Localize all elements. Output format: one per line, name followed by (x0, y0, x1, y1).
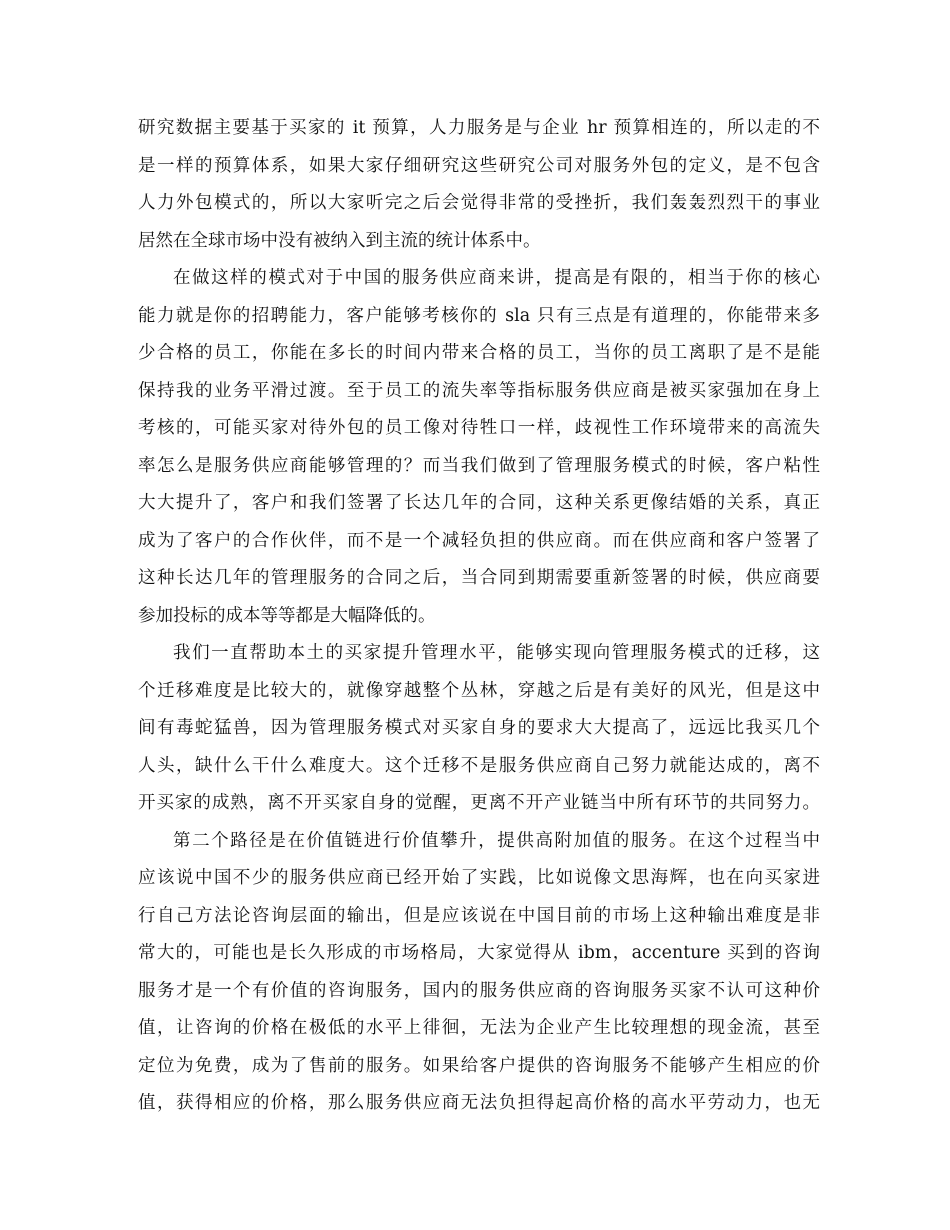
text-line: 常大的，可能也是长久形成的市场格局，大家觉得从 ibm，accenture 买到的咨询 (138, 943, 820, 963)
text-line: 值，获得相应的价格，那么服务供应商无法负担得起高价格的高水平劳动力，也无 (138, 1093, 820, 1113)
text-line: 人力外包模式的，所以大家听完之后会觉得非常的受挫折，我们轰轰烈烈干的事业 (138, 193, 820, 213)
text-line: 参加投标的成本等等都是大幅降低的。 (138, 605, 436, 626)
text-line: 在做这样的模式对于中国的服务供应商来讲，提高是有限的，相当于你的核心 (173, 268, 820, 288)
text-line: 少合格的员工，你能在多长的时间内带来合格的员工，当你的员工离职了是不是能 (138, 343, 820, 363)
text-line: 考核的，可能买家对待外包的员工像对待牲口一样，歧视性工作环境带来的高流失 (138, 418, 820, 438)
text-line: 我们一直帮助本土的买家提升管理水平，能够实现向管理服务模式的迁移，这 (173, 643, 820, 663)
text-line: 保持我的业务平滑过渡。至于员工的流失率等指标服务供应商是被买家强加在身上 (138, 380, 820, 401)
text-line: 行自己方法论咨询层面的输出，但是应该说在中国目前的市场上这种输出难度是非 (138, 905, 820, 926)
text-line: 开买家的成熟，离不开买家自身的觉醒，更离不开产业链当中所有环节的共同努力。 (138, 793, 820, 813)
text-line: 大大提升了，客户和我们签署了长达几年的合同，这种关系更像结婚的关系，真正 (138, 493, 820, 513)
text-line: 间有毒蛇猛兽，因为管理服务模式对买家自身的要求大大提高了，远远比我买几个 (138, 718, 820, 738)
text-line: 是一样的预算体系，如果大家仔细研究这些研究公司对服务外包的定义，是不包含 (138, 155, 820, 176)
text-line: 这种长达几年的管理服务的合同之后，当合同到期需要重新签署的时候，供应商要 (138, 568, 820, 588)
paragraph-4 (138, 823, 820, 1123)
text-line: 研究数据主要基于买家的 it 预算，人力服务是与企业 hr 预算相连的，所以走的不 (138, 118, 820, 138)
text-line: 人头，缺什么干什么难度大。这个迁移不是服务供应商自己努力就能达成的，离不 (138, 755, 820, 776)
paragraph-3 (138, 635, 820, 823)
paragraph-2 (138, 260, 820, 635)
text-line: 居然在全球市场中没有被纳入到主流的统计体系中。 (138, 230, 541, 251)
text-line: 服务才是一个有价值的咨询服务，国内的服务供应商的咨询服务买家不认可这种价 (138, 980, 820, 1001)
text-line: 定位为免费，成为了售前的服务。如果给客户提供的咨询服务不能够产生相应的价 (138, 1055, 820, 1076)
text-line: 能力就是你的招聘能力，客户能够考核你的 sla 只有三点是有道理的，你能带来多 (138, 305, 820, 326)
text-line: 值，让咨询的价格在极低的水平上徘徊，无法为企业产生比较理想的现金流，甚至 (138, 1018, 820, 1038)
text-line: 成为了客户的合作伙伴，而不是一个减轻负担的供应商。而在供应商和客户签署了 (138, 530, 820, 551)
document-body (138, 110, 820, 1123)
text-line: 第二个路径是在价值链进行价值攀升，提供高附加值的服务。在这个过程当中 (173, 830, 820, 851)
text-line: 率怎么是服务供应商能够管理的？而当我们做到了管理服务模式的时候，客户粘性 (138, 455, 820, 476)
paragraph-1 (138, 110, 820, 260)
text-line: 应该说中国不少的服务供应商已经开始了实践，比如说像文思海辉，也在向买家进 (138, 868, 820, 888)
text-line: 个迁移难度是比较大的，就像穿越整个丛林，穿越之后是有美好的风光，但是这中 (138, 680, 820, 701)
